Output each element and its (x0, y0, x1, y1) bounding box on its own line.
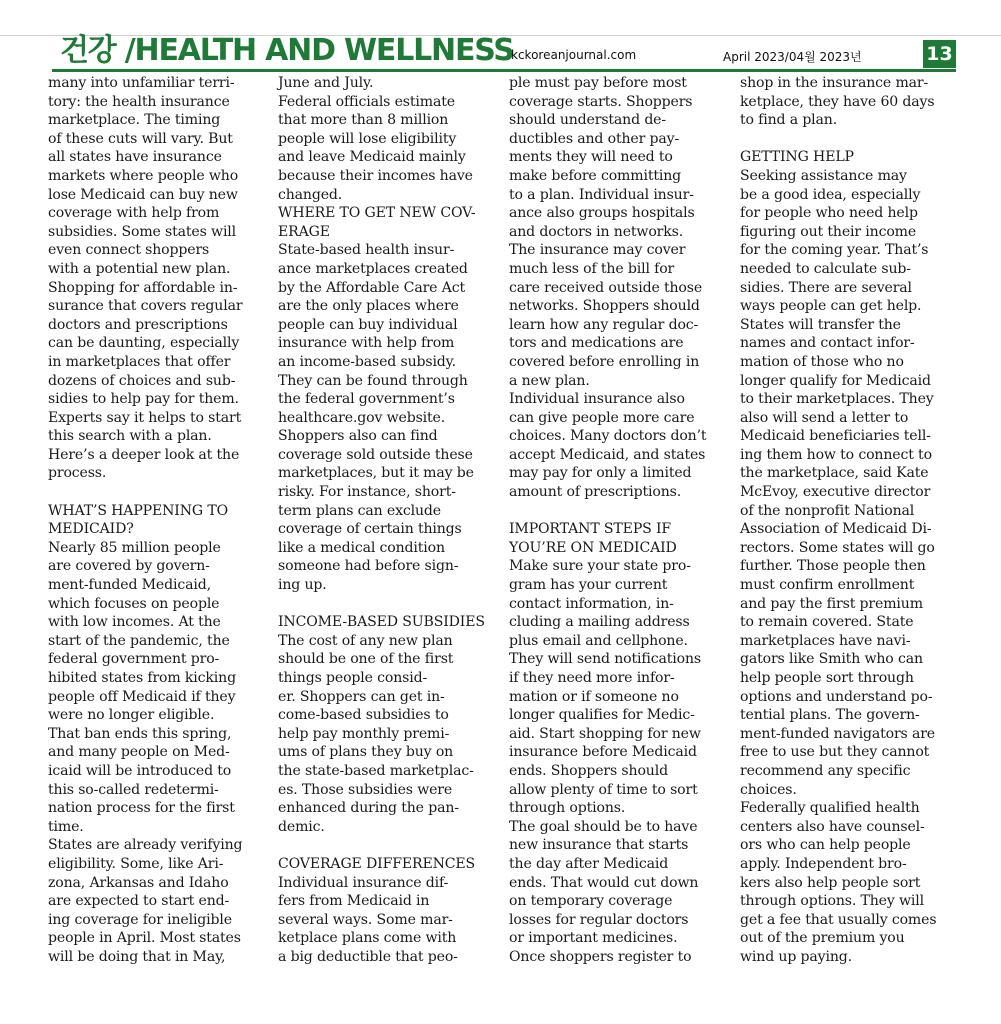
article-line: like a medical condition (278, 539, 445, 556)
header-rule (52, 69, 956, 72)
article-line: They will send notifications (509, 651, 701, 668)
article-line: by the Affordable Care Act (278, 279, 465, 296)
article-line: sidies to help pay for them. (48, 391, 239, 408)
article-line: several ways. Some mar- (278, 911, 453, 928)
article-line: ums of plans they buy on (278, 744, 454, 761)
article-line: GETTING HELP (740, 149, 854, 166)
article-line: ends. That would cut down (509, 874, 699, 891)
article-line: needed to calculate sub- (740, 260, 911, 277)
article-line: demic. (278, 818, 325, 835)
article-line: for people who need help (740, 205, 918, 222)
article-line: enhanced during the pan- (278, 800, 459, 817)
article-line: mation of those who no (740, 353, 904, 370)
article-line: markets where people who (48, 167, 239, 184)
article-line: es. Those subsidies were (278, 781, 453, 798)
article-line: losses for regular doctors (509, 911, 689, 928)
article-line: marketplaces have navi- (740, 632, 911, 649)
article-line: to their marketplaces. They (740, 391, 934, 408)
article-line: and leave Medicaid mainly (278, 149, 466, 166)
article-line: marketplace. The timing (48, 112, 221, 129)
article-line: may pay for only a limited (509, 465, 692, 482)
article-line: or important medicines. (509, 930, 678, 947)
article-line: help pay monthly premi- (278, 725, 450, 742)
article-line: ways people can get help. (740, 298, 922, 315)
article-line: ing coverage for ineligible (48, 911, 232, 928)
article-line: new insurance that starts (509, 837, 689, 854)
article-line: because their incomes have (278, 167, 473, 184)
article-line: out of the premium you (740, 930, 905, 947)
article-line: ketplace, they have 60 days (740, 93, 935, 110)
article-line: through options. They will (740, 893, 924, 910)
article-line: and pay the first premium (740, 595, 923, 612)
article-line: to remain covered. State (740, 614, 914, 631)
article-line: many into unfamiliar terri- (48, 75, 235, 91)
article-line: a new plan. (509, 372, 590, 389)
article-line: coverage with help from (48, 205, 220, 222)
article-line: healthcare.gov website. (278, 409, 446, 426)
article-line: choices. Many doctors don’t (509, 428, 707, 445)
article-line: all states have insurance (48, 149, 222, 166)
article-line: recommend any specific (740, 762, 911, 779)
article-line: WHAT’S HAPPENING TO (48, 502, 228, 519)
article-line: of these cuts will vary. But (48, 130, 233, 147)
article-line: ductibles and other pay- (509, 130, 680, 147)
article-line: care received outside those (509, 279, 703, 296)
article-line: ketplace plans come with (278, 930, 457, 947)
article-line: surance that covers regular (48, 298, 243, 315)
article-line: shop in the insurance mar- (740, 75, 929, 91)
article-line: be a good idea, especially (740, 186, 921, 203)
article-line: longer qualifies for Medic- (509, 707, 695, 724)
article-line: kers also help people sort (740, 874, 921, 891)
article-line: WHERE TO GET NEW COV- (278, 205, 476, 222)
article-line: IMPORTANT STEPS IF (509, 521, 672, 538)
article-line: the state-based marketplac- (278, 762, 474, 779)
article-line: for the coming year. That’s (740, 242, 929, 259)
article-line: can give people more care (509, 409, 695, 426)
page-number-badge: 13 (923, 40, 956, 68)
article-line: Make sure your state pro- (509, 558, 691, 575)
article-line: changed. (278, 186, 343, 203)
article-line: plus email and cellphone. (509, 632, 688, 649)
article-line: subsidies. Some states will (48, 223, 237, 240)
article-line: even connect shoppers (48, 242, 210, 259)
article-line: risky. For instance, short- (278, 484, 456, 501)
article-line: sidies. There are several (740, 279, 912, 296)
article-line: a big deductible that peo- (278, 948, 458, 965)
article-line: Shopping for affordable in- (48, 279, 238, 296)
article-line: eligibility. Some, like Ari- (48, 855, 224, 872)
paragraph-gap (278, 836, 498, 855)
article-line: that more than 8 million (278, 112, 449, 129)
article-line: INCOME-BASED SUBSIDIES (278, 614, 485, 631)
article-line: apply. Independent bro- (740, 855, 907, 872)
article-line: people will lose eligibility (278, 130, 457, 147)
article-line: lose Medicaid can buy new (48, 186, 238, 203)
article-line: ple must pay before most (509, 75, 687, 91)
article-line: the marketplace, said Kate (740, 465, 929, 482)
article-line: Individual insurance dif- (278, 874, 449, 891)
article-line: That ban ends this spring, (48, 725, 232, 742)
article-line: icaid will be introduced to (48, 762, 232, 779)
article-line: in marketplaces that offer (48, 353, 231, 370)
article-line: The insurance may cover (509, 242, 686, 259)
article-line: someone had before sign- (278, 558, 459, 575)
article-line: accept Medicaid, and states (509, 446, 706, 463)
article-line: which focuses on people (48, 595, 220, 612)
article-line: allow plenty of time to sort (509, 781, 698, 798)
article-line: covered before enrolling in (509, 353, 700, 370)
article-line: centers also have counsel- (740, 818, 925, 835)
article-line: come-based subsidies to (278, 707, 449, 724)
site-url: kckoreanjournal.com (511, 48, 637, 62)
article-line: Individual insurance also (509, 391, 685, 408)
article-line: aid. Start shopping for new (509, 725, 701, 742)
article-line: Nearly 85 million people (48, 539, 221, 556)
paragraph-gap (509, 502, 729, 521)
article-line: Shoppers also can find (278, 428, 438, 445)
article-line: should be one of the first (278, 651, 454, 668)
article-line: ing them how to connect to (740, 446, 932, 463)
article-line: Experts say it helps to start (48, 409, 242, 426)
article-line: must confirm enrollment (740, 577, 915, 594)
article-line: options and understand po- (740, 688, 933, 705)
article-column-3 (509, 74, 729, 967)
article-line: start of the pandemic, the (48, 632, 230, 649)
article-line: to a plan. Individual insur- (509, 186, 694, 203)
article-line: Federal officials estimate (278, 93, 455, 110)
article-line: figuring out their income (740, 223, 917, 240)
article-line: and doctors in networks. (509, 223, 684, 240)
article-line: process. (48, 465, 107, 482)
article-line: MEDICAID? (48, 521, 134, 538)
article-line: tors and medications are (509, 335, 684, 352)
article-line: learn how any regular doc- (509, 316, 699, 333)
article-line: should understand de- (509, 112, 666, 129)
article-line: dozens of choices and sub- (48, 372, 236, 389)
article-line: States are already verifying (48, 837, 243, 854)
article-column-2 (278, 74, 498, 967)
article-line: on temporary coverage (509, 893, 673, 910)
article-line: Federally qualified health (740, 800, 920, 817)
article-line: YOU’RE ON MEDICAID (509, 539, 677, 556)
article-line: with a potential new plan. (48, 260, 231, 277)
article-line: networks. Shoppers should (509, 298, 700, 315)
article-line: coverage sold outside these (278, 446, 473, 463)
article-line: ments they will need to (509, 149, 673, 166)
article-line: were no longer eligible. (48, 707, 215, 724)
article-line: gators like Smith who can (740, 651, 923, 668)
article-line: with low incomes. At the (48, 614, 221, 631)
article-line: ance also groups hospitals (509, 205, 695, 222)
article-line: time. (48, 818, 84, 835)
article-line: this so-called redetermi- (48, 781, 219, 798)
issue-date: April 2023/04월 2023년 (723, 50, 862, 64)
article-line: June and July. (278, 75, 374, 91)
article-line: this search with a plan. (48, 428, 212, 445)
article-line: wind up paying. (740, 948, 852, 965)
article-line: COVERAGE DIFFERENCES (278, 855, 476, 872)
article-line: gram has your current (509, 577, 668, 594)
article-line: ance marketplaces created (278, 260, 468, 277)
article-line: ends. Shoppers should (509, 762, 668, 779)
article-line: an income-based subsidy. (278, 353, 456, 370)
article-line: if they need more infor- (509, 670, 675, 686)
article-line: er. Shoppers can get in- (278, 688, 445, 705)
article-line: McEvoy, executive director (740, 484, 931, 501)
article-line: are the only places where (278, 298, 459, 315)
article-line: fers from Medicaid in (278, 893, 430, 910)
article-line: State-based health insur- (278, 242, 455, 259)
article-line: get a fee that usually comes (740, 911, 937, 928)
article-line: cluding a mailing address (509, 614, 690, 631)
article-line: people in April. Most states (48, 930, 241, 947)
article-line: ors who can help people (740, 837, 911, 854)
article-line: and many people on Med- (48, 744, 230, 761)
article-line: amount of prescriptions. (509, 484, 682, 501)
article-line: Once shoppers register to (509, 948, 692, 965)
article-line: people off Medicaid if they (48, 688, 236, 705)
article-line: insurance with help from (278, 335, 455, 352)
article-line: also will send a letter to (740, 409, 909, 426)
article-line: the federal government’s (278, 391, 455, 408)
article-line: doctors and prescriptions (48, 316, 228, 333)
paragraph-gap (740, 130, 960, 149)
article-line: The goal should be to have (509, 818, 698, 835)
article-line: make before committing (509, 167, 681, 184)
article-line: longer qualify for Medicaid (740, 372, 931, 389)
article-line: choices. (740, 781, 797, 798)
article-line: contact information, in- (509, 595, 674, 612)
article-line: coverage starts. Shoppers (509, 93, 693, 110)
article-line: They can be found through (278, 372, 468, 389)
article-line: The cost of any new plan (278, 632, 453, 649)
article-line: zona, Arkansas and Idaho (48, 874, 229, 891)
paragraph-gap (278, 595, 498, 614)
article-column-4 (740, 74, 960, 967)
article-line: ing up. (278, 577, 327, 594)
article-line: ment-funded navigators are (740, 725, 935, 742)
paragraph-gap (48, 483, 268, 502)
article-line: things people consid- (278, 670, 428, 686)
article-line: tential plans. The govern- (740, 707, 920, 724)
article-line: will be doing that in May, (48, 948, 226, 965)
article-line: ERAGE (278, 223, 330, 240)
article-column-1 (48, 74, 268, 967)
article-line: rectors. Some states will go (740, 539, 935, 556)
article-line: Seeking assistance may (740, 167, 907, 184)
article-line: free to use but they cannot (740, 744, 930, 761)
article-line: federal government pro- (48, 651, 220, 668)
article-line: can be daunting, especially (48, 335, 240, 352)
article-line: help people sort through (740, 670, 914, 686)
article-line: further. Those people then (740, 558, 926, 575)
article-line: much less of the bill for (509, 260, 675, 277)
article-line: of the nonprofit National (740, 502, 915, 519)
article-line: mation or if someone no (509, 688, 679, 705)
article-line: are expected to start end- (48, 893, 230, 910)
article-line: coverage of certain things (278, 521, 462, 538)
article-line: Here’s a deeper look at the (48, 446, 240, 463)
article-line: through options. (509, 800, 626, 817)
article-line: tory: the health insurance (48, 93, 230, 110)
article-line: insurance before Medicaid (509, 744, 697, 761)
article-line: nation process for the first (48, 800, 235, 817)
article-line: the day after Medicaid (509, 855, 669, 872)
article-line: term plans can exclude (278, 502, 441, 519)
article-line: are covered by govern- (48, 558, 210, 575)
article-line: marketplaces, but it may be (278, 465, 474, 482)
article-line: Medicaid beneficiaries tell- (740, 428, 931, 445)
article-line: hibited states from kicking (48, 670, 236, 686)
article-line: people can buy individual (278, 316, 458, 333)
article-line: to find a plan. (740, 112, 838, 129)
article-line: names and contact infor- (740, 335, 915, 352)
section-title: 건강 /HEALTH AND WELLNESS (60, 33, 514, 68)
masthead (52, 33, 956, 68)
article-line: States will transfer the (740, 316, 901, 333)
article-line: ment-funded Medicaid, (48, 577, 211, 594)
article-line: Association of Medicaid Di- (740, 521, 932, 538)
